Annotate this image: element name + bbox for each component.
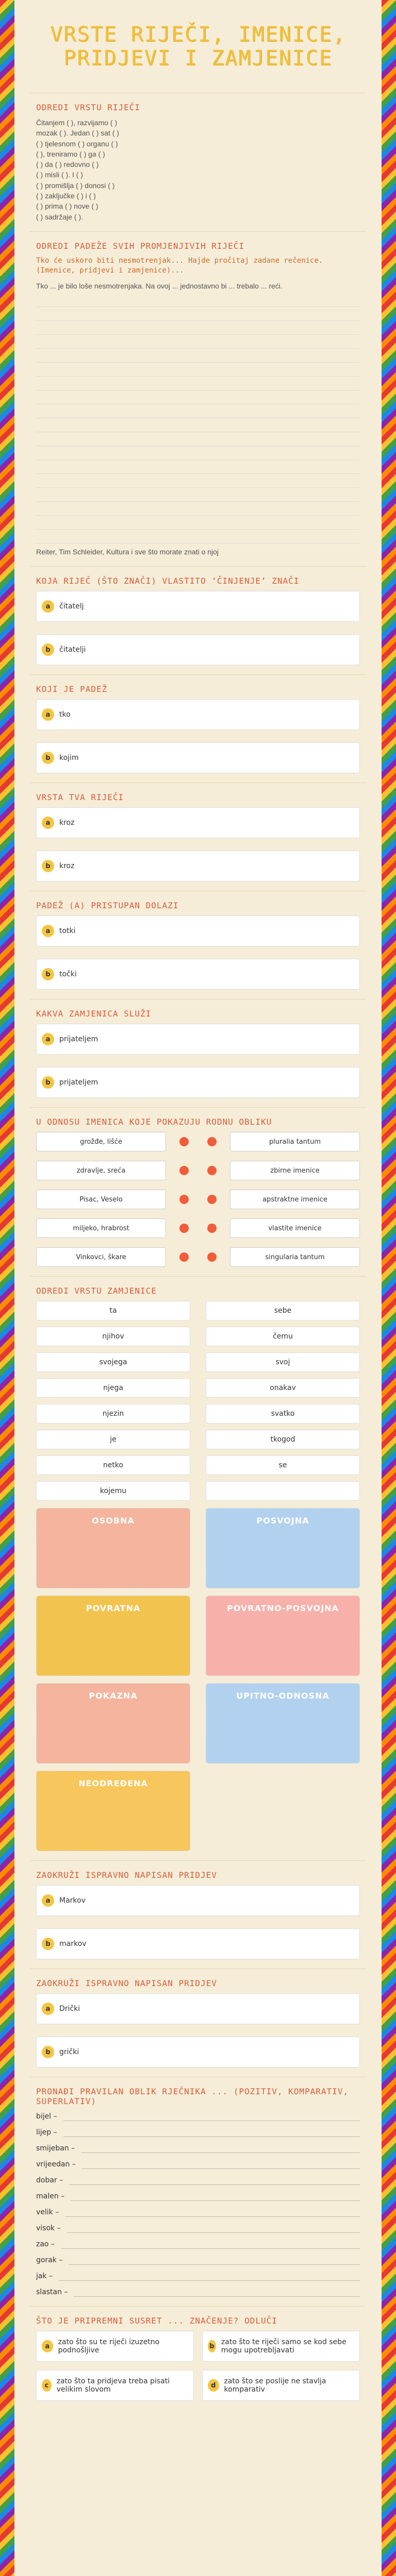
section-3 (30, 566, 366, 674)
answer-line[interactable] (36, 435, 360, 446)
fill-row (36, 2223, 360, 2233)
section-6 (30, 891, 366, 999)
line-3: ( ) tjelesnom ( ) organu ( ) (36, 139, 118, 148)
word-tile[interactable]: se (206, 1455, 360, 1475)
base-form: visok – (36, 2224, 61, 2232)
word-tile[interactable]: svatko (206, 1404, 360, 1423)
section-title: KAKVA ZAMJENICA SLUŽI (36, 1009, 152, 1019)
section-13 (30, 2077, 366, 2306)
content-area (14, 0, 382, 2576)
answer-lines (36, 296, 360, 544)
connector-dot[interactable] (207, 1137, 217, 1146)
fill-row (36, 2287, 360, 2297)
answer-field[interactable] (59, 2271, 360, 2281)
choices (36, 1024, 360, 1098)
choice-a[interactable] (36, 1885, 360, 1916)
answer-field[interactable] (65, 2207, 360, 2217)
answer-line[interactable] (36, 477, 360, 488)
answer-field[interactable] (71, 2191, 360, 2201)
answer-line[interactable] (36, 380, 360, 391)
subtext: Tko ... je bilo loše nesmotrenjaka. Na ovoj ... jednostavno bi ... trebalo ... reći. (36, 281, 283, 290)
line-4: ( ), treniramo ( ) ga ( ) (36, 149, 105, 158)
choice-text: zato što su te riječi izuzetno podnošljive (58, 2338, 160, 2355)
sentence-lines (36, 117, 360, 222)
choice-b[interactable] (202, 2331, 360, 2362)
choices (36, 1885, 360, 1959)
choice-a[interactable] (36, 699, 360, 730)
connector-dot[interactable] (179, 1166, 189, 1175)
answer-line[interactable] (36, 366, 360, 377)
choice-letter-d: d (208, 2379, 219, 2392)
choice-letter-b: b (42, 2046, 54, 2058)
word-tile[interactable]: njega (36, 1378, 190, 1398)
word-tile[interactable]: čemu (206, 1327, 360, 1346)
answer-field[interactable] (82, 2159, 360, 2169)
choice-b[interactable] (36, 634, 360, 665)
category-povratno-posvojna[interactable]: POVRATNO-POSVOJNA (206, 1596, 360, 1676)
line-8: ( ) zaključke ( ) i ( ) (36, 192, 96, 200)
right-item[interactable]: vlastite imenice (230, 1218, 360, 1238)
choice-letter-b: b (208, 2340, 216, 2352)
connector-dot[interactable] (179, 1195, 189, 1204)
choices (36, 916, 360, 990)
choice-text: markov (59, 1940, 87, 1948)
fill-row (36, 2239, 360, 2249)
choice-b[interactable] (36, 851, 360, 882)
choice-letter-a: a (42, 1033, 54, 1045)
choice-letter-b: b (42, 1076, 54, 1089)
choice-b[interactable] (36, 742, 360, 773)
word-tile[interactable]: svoj (206, 1352, 360, 1372)
section-title: KOJI JE PADEŽ (36, 684, 108, 694)
choice-text: tko (59, 710, 71, 719)
fill-row (36, 2111, 360, 2121)
matching-row (36, 1247, 360, 1267)
answer-line[interactable] (36, 505, 360, 516)
fill-row (36, 2207, 360, 2217)
section-title: ODREDI PADEŽE SVIH PROMJENJIVIH RIJEČI (36, 241, 245, 251)
choice-text: kojim (59, 754, 79, 762)
section-2 (30, 231, 366, 566)
signature: Reiter, Tim Schleider, Kultura i sve što morate znati o njoj (36, 548, 219, 556)
left-item[interactable]: Pisac, Veselo (36, 1190, 166, 1209)
answer-field[interactable] (69, 2255, 360, 2265)
word-tile[interactable]: netko (36, 1455, 190, 1475)
choice-text: prijateljem (59, 1035, 98, 1044)
connector-dot[interactable] (207, 1252, 217, 1262)
answer-line[interactable] (36, 310, 360, 321)
connector-dot[interactable] (207, 1166, 217, 1175)
answer-field[interactable] (69, 2175, 360, 2185)
choices (36, 591, 360, 665)
word-tile[interactable]: onakav (206, 1378, 360, 1398)
base-form: lijep – (36, 2128, 57, 2137)
answer-field[interactable] (74, 2287, 360, 2297)
connector-dot[interactable] (179, 1224, 189, 1233)
choice-letter-b: b (42, 643, 54, 656)
line-1: Čitanjem ( ), razvijamo ( ) (36, 118, 118, 127)
section-7 (30, 999, 366, 1107)
section-12 (30, 1969, 366, 2077)
answer-field[interactable] (67, 2223, 360, 2233)
word-tile[interactable]: kojemu (36, 1481, 190, 1501)
answer-field[interactable] (61, 2239, 360, 2249)
base-form: dobar – (36, 2176, 63, 2184)
base-form: malen – (36, 2192, 65, 2200)
base-form: jak – (36, 2272, 53, 2280)
choice-text: zato što se poslije ne stavlja komparativ (224, 2377, 326, 2394)
choice-letter-a: a (42, 2003, 54, 2015)
word-tile[interactable]: je (36, 1430, 190, 1449)
choice-letter-c: c (42, 2379, 52, 2392)
choice-text: zato što te riječi samo se kod sebe mogu upotrebljavati (221, 2338, 346, 2355)
answer-line[interactable] (36, 352, 360, 363)
choice-a[interactable] (36, 1993, 360, 2024)
word-tile[interactable]: svojega (36, 1352, 190, 1372)
choice-text: čitatelj (59, 602, 84, 611)
choice-text: prijateljem (59, 1078, 98, 1087)
matching-row (36, 1190, 360, 1209)
choice-letter-b: b (42, 860, 54, 872)
left-item[interactable]: zdravlje, sreća (36, 1161, 166, 1180)
category-povratna[interactable]: POVRATNA (36, 1596, 190, 1676)
matching-list (36, 1132, 360, 1267)
word-tile[interactable]: njihov (36, 1327, 190, 1346)
answer-field[interactable] (63, 2127, 360, 2137)
section-4 (30, 674, 366, 783)
left-decorative-border (0, 0, 14, 2576)
word-tile[interactable]: tkogod (206, 1430, 360, 1449)
left-item[interactable]: grožđe, lišće (36, 1132, 166, 1151)
category-pokazna[interactable]: POKAZNA (36, 1683, 190, 1764)
choice-a[interactable] (36, 591, 360, 622)
base-form: slastan – (36, 2287, 68, 2296)
category-buckets (36, 1508, 360, 1851)
choice-b[interactable] (36, 1067, 360, 1098)
section-14 (30, 2306, 366, 2410)
section-title: PADEŽ (A) PRISTUPAN DOLAZI (36, 901, 179, 911)
header (29, 0, 367, 93)
answer-line[interactable] (36, 421, 360, 432)
category-upitno-odnosna[interactable]: UPITNO-ODNOSNA (206, 1683, 360, 1764)
answer-line[interactable] (36, 408, 360, 418)
section-title: ZAOKRUŽI ISPRAVNO NAPISAN PRIDJEV (36, 1870, 217, 1880)
word-tile[interactable] (206, 1481, 360, 1501)
choices (36, 807, 360, 882)
footer-space (14, 2410, 382, 2431)
choice-b[interactable] (36, 2037, 360, 2067)
adjective-fill-list (36, 2111, 360, 2297)
category-posvojna[interactable]: POSVOJNA (206, 1508, 360, 1588)
connector-dot[interactable] (207, 1195, 217, 1204)
section-title: ODREDI VRSTU RIJEČI (36, 103, 141, 112)
choice-text: kroz (59, 819, 75, 827)
matching-row (36, 1132, 360, 1151)
choice-letter-a: a (42, 925, 54, 937)
section-5 (30, 783, 366, 891)
answer-line[interactable] (36, 394, 360, 404)
fill-row (36, 2143, 360, 2153)
choice-d[interactable] (202, 2370, 360, 2401)
choice-letter-a: a (42, 1894, 54, 1907)
line-10: ( ) sadržaje ( ). (36, 212, 84, 221)
matching-row (36, 1161, 360, 1180)
choice-a[interactable] (36, 1024, 360, 1055)
category-osobna[interactable]: OSOBNA (36, 1508, 190, 1588)
fill-row (36, 2159, 360, 2169)
choices (36, 1993, 360, 2067)
multi-choices (36, 2331, 360, 2401)
base-form: bijel – (36, 2112, 57, 2121)
section-title: ODREDI VRSTU ZAMJENICE (36, 1286, 157, 1296)
left-item[interactable]: Vinkovci, škare (36, 1247, 166, 1267)
choice-letter-a: a (42, 708, 54, 721)
choice-text: Markov (59, 1896, 86, 1905)
choice-text: totki (59, 927, 76, 936)
line-7: ( ) promišlja ( ) donosi ( ) (36, 181, 115, 190)
section-title: VRSTA TVA RIJEČI (36, 792, 124, 803)
instruction: Tko će uskoro biti nesmotrenjak... Hajde pročitaj zadane rečenice. (Imenice, pridjevi i zamjenice)... (36, 256, 323, 275)
answer-line[interactable] (36, 296, 360, 307)
answer-field[interactable] (63, 2111, 360, 2121)
answer-line[interactable] (36, 519, 360, 530)
word-tile[interactable]: ta (36, 1301, 190, 1320)
fill-row (36, 2191, 360, 2201)
section-title: ZAOKRUŽI ISPRAVNO NAPISAN PRIDJEV (36, 1978, 217, 1989)
right-item[interactable]: pluralia tantum (230, 1132, 360, 1151)
choice-letter-a: a (42, 817, 54, 829)
answer-line[interactable] (36, 324, 360, 335)
answer-line[interactable] (36, 491, 360, 502)
choice-text: točki (59, 970, 77, 979)
choice-a[interactable] (36, 2331, 194, 2362)
section-title: ŠTO JE PRIPREMNI SUSRET ... ZNAČENJE? ODLUČI (36, 2316, 277, 2326)
word-tile[interactable]: njezin (36, 1404, 190, 1423)
choice-b[interactable] (36, 1928, 360, 1959)
answer-line[interactable] (36, 449, 360, 460)
base-form: zao – (36, 2240, 55, 2248)
line-9: ( ) prima ( ) nove ( ) (36, 202, 98, 211)
choice-text: kroz (59, 862, 75, 871)
choice-text: čitatelji (59, 646, 86, 654)
fill-row (36, 2271, 360, 2281)
choice-c[interactable] (36, 2370, 194, 2401)
section-8 (30, 1107, 366, 1276)
base-form: vrijeedan – (36, 2160, 76, 2168)
section-title: PRONAĐI PRAVILAN OBLIK RJEČNIKA ... (POZITIV, KOMPARATIV, SUPERLATIV) (36, 2087, 349, 2107)
fill-row (36, 2175, 360, 2185)
fill-row (36, 2127, 360, 2137)
line-6: ( ) misli ( ). I ( ) (36, 171, 83, 179)
choice-b[interactable] (36, 959, 360, 990)
right-item[interactable]: singularia tantum (230, 1247, 360, 1267)
right-item[interactable]: apstraktne imenice (230, 1190, 360, 1209)
section-title: U ODNOSU IMENICA KOJE POKAZUJU RODNU OBLIKU (36, 1117, 272, 1127)
connector-dot[interactable] (179, 1252, 189, 1262)
left-item[interactable]: miljeko, hrabrost (36, 1218, 166, 1238)
choice-a[interactable] (36, 916, 360, 946)
fill-row (36, 2255, 360, 2265)
base-form: velik – (36, 2208, 59, 2216)
choice-a[interactable] (36, 807, 360, 838)
right-decorative-border (382, 0, 396, 2576)
line-5: ( ) da ( ) redovno ( ) (36, 160, 99, 169)
choices (36, 699, 360, 773)
section-11 (30, 1860, 366, 1969)
choice-letter-b: b (42, 1938, 54, 1950)
page-title: VRSTE RIJEČI, IMENICE, PRIDJEVI I ZAMJENICE (50, 23, 346, 70)
right-item[interactable]: zbirne imenice (230, 1161, 360, 1180)
section-9 (30, 1276, 366, 1860)
choice-text: zato što ta pridjeva treba pisati velikim slovom (56, 2377, 170, 2394)
answer-line[interactable] (36, 338, 360, 349)
choice-letter-a: a (42, 2340, 53, 2352)
word-tile[interactable]: sebe (206, 1301, 360, 1320)
answer-field[interactable] (81, 2143, 360, 2153)
category-neodredena[interactable]: NEODREĐENA (36, 1771, 190, 1851)
choice-letter-b: b (42, 752, 54, 764)
base-form: gorak – (36, 2256, 63, 2264)
choice-text: Drički (59, 2005, 80, 2013)
choice-letter-a: a (42, 600, 54, 613)
matching-row (36, 1218, 360, 1238)
connector-dot[interactable] (207, 1224, 217, 1233)
line-2: mozak ( ). Jedan ( ) sat ( ) (36, 129, 120, 138)
section-1 (30, 93, 366, 231)
base-form: smijeban – (36, 2144, 75, 2153)
section-title: KOJA RIJEČ (ŠTO ZNAČI) VLASTITO ‘ČINJENJE’ ZNAČI (36, 576, 300, 586)
choice-text: grički (59, 2048, 79, 2057)
connector-dot[interactable] (179, 1137, 189, 1146)
choice-letter-b: b (42, 968, 54, 980)
words-grid (36, 1301, 360, 1501)
answer-line[interactable] (36, 533, 360, 544)
answer-line[interactable] (36, 463, 360, 474)
